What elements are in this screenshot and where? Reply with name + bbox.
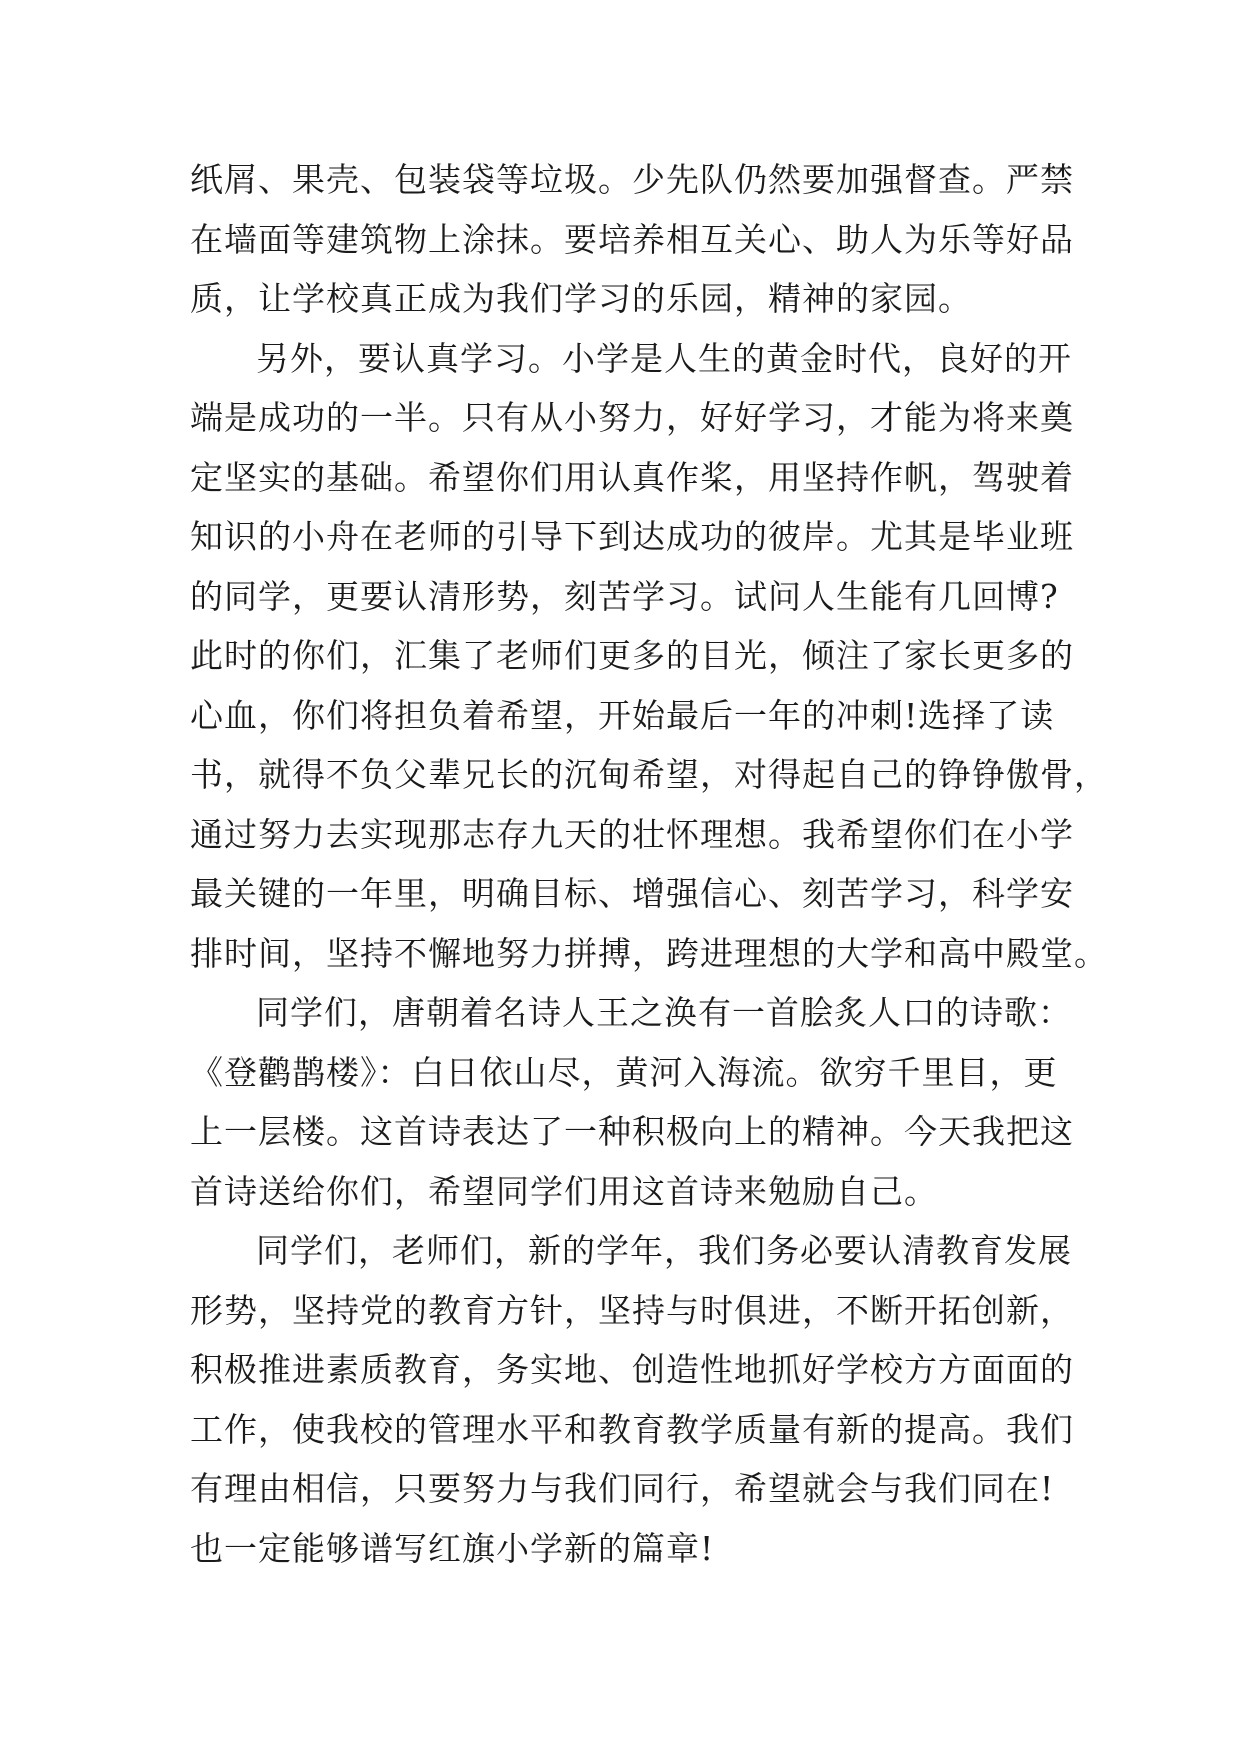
text-line: 在墙面等建筑物上涂抹。要培养相互关心、助人为乐等好品 [190, 219, 1074, 259]
text-line: 首诗送给你们，希望同学们用这首诗来勉励自己。 [190, 1171, 938, 1211]
text-line: 定坚实的基础。希望你们用认真作桨，用坚持作帆，驾驶着 [190, 457, 1074, 497]
text-line: 心血，你们将担负着希望，开始最后一年的冲刺!选择了读 [190, 695, 1055, 735]
text-line: 积极推进素质教育，务实地、创造性地抓好学校方方面面的 [190, 1350, 1074, 1389]
text-line: 《登鹳鹊楼》：白日依山尽，黄河入海流。欲穷千里目，更 [190, 1052, 1058, 1092]
text-line: 此时的你们，汇集了老师们更多的目光，倾注了家长更多的 [190, 636, 1074, 675]
document-body [190, 150, 1108, 1578]
text-line: 也一定能够谱写红旗小学新的篇章! [190, 1528, 715, 1568]
text-line: 有理由相信，只要努力与我们同行，希望就会与我们同在! [190, 1469, 1055, 1508]
text-line: 最关键的一年里，明确目标、增强信心、刻苦学习，科学安 [190, 874, 1074, 913]
text-line: 排时间，坚持不懈地努力拼搏，跨进理想的大学和高中殿堂。 [190, 933, 1108, 973]
text-line: 端是成功的一半。只有从小努力，好好学习，才能为将来奠 [190, 398, 1074, 437]
text-line: 纸屑、果壳、包装袋等垃圾。少先队仍然要加强督查。严禁 [190, 160, 1074, 199]
text-line: 书，就得不负父辈兄长的沉甸希望，对得起自己的铮铮傲骨， [190, 755, 1108, 794]
text-line: 通过努力去实现那志存九天的壮怀理想。我希望你们在小学 [190, 814, 1074, 854]
text-line: 的同学，更要认清形势，刻苦学习。试问人生能有几回博? [190, 576, 1059, 616]
text-line: 质，让学校真正成为我们学习的乐园，精神的家园。 [190, 279, 972, 318]
text-line: 上一层楼。这首诗表达了一种积极向上的精神。今天我把这 [190, 1112, 1074, 1151]
text-line: 工作，使我校的管理水平和教育教学质量有新的提高。我们 [190, 1409, 1074, 1449]
text-line: 另外，要认真学习。小学是人生的黄金时代，良好的开 [256, 338, 1072, 378]
text-line: 知识的小舟在老师的引导下到达成功的彼岸。尤其是毕业班 [190, 517, 1074, 556]
text-line: 形势，坚持党的教育方针，坚持与时俱进，不断开拓创新， [190, 1290, 1074, 1330]
text-line: 同学们，唐朝着名诗人王之涣有一首脍炙人口的诗歌： [256, 993, 1072, 1032]
text-line: 同学们，老师们，新的学年，我们务必要认清教育发展 [256, 1231, 1072, 1270]
